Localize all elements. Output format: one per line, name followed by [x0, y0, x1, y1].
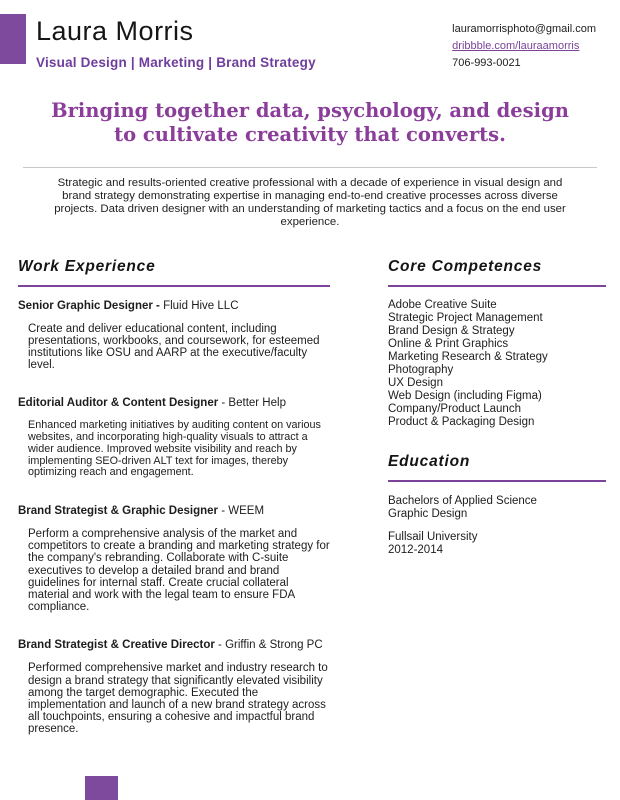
- job-title: Editorial Auditor & Content Designer: [18, 397, 219, 410]
- horizontal-divider: [23, 167, 597, 168]
- job-title: Brand Strategist & Graphic Designer: [18, 504, 219, 517]
- job-heading: [18, 397, 330, 409]
- competence-item: Product & Packaging Design: [388, 415, 535, 428]
- job-company: Fluid Hive LLC: [163, 299, 239, 312]
- education-degree-line2: Graphic Design: [388, 507, 468, 520]
- job-title: Brand Strategist & Creative Director: [18, 639, 215, 652]
- competence-item: Adobe Creative Suite: [388, 298, 497, 311]
- person-name: Laura Morris: [36, 16, 194, 46]
- competence-item: Company/Product Launch: [388, 402, 521, 415]
- competence-item: UX Design: [388, 376, 443, 389]
- competence-list: [388, 299, 606, 429]
- top-left-accent-square: [0, 14, 26, 64]
- job-title: Senior Graphic Designer -: [18, 299, 160, 312]
- contact-email: lauramorrisphoto@gmail.com: [452, 23, 596, 35]
- job-entry: [18, 300, 330, 372]
- job-description: Enhanced marketing initiatives by auditing content on various websites, and incorporating high-quality visuals to attract a wider audience. Improved website visibility and reach by implementing SEO-driven ALT text for images, thereby optimizing reach and engagement.: [28, 419, 321, 479]
- job-description: Perform a comprehensive analysis of the market and competitors to create a branding and marketing strategy for the company's rebranding. Collaborate with C-suite executives to develop a detailed brand and brand guidelines for internal staff. Create crucial collateral material and work with the legal team to ensure FDA compliance.: [28, 527, 330, 614]
- job-heading: [18, 505, 330, 517]
- competence-item: Photography: [388, 363, 454, 376]
- job-description: Performed comprehensive market and industry research to design a brand strategy that significantly elevated visibility among the target demographic. Executed the implementation and launch of a new brand strategy across all touchpoints, ensuring a cohesive and impactful brand presence.: [28, 662, 328, 736]
- bottom-left-accent-square: [85, 776, 118, 800]
- two-column-body: [0, 258, 620, 762]
- job-heading: [18, 300, 330, 312]
- contact-phone: 706-993-0021: [452, 57, 521, 69]
- education-degree-line1: Bachelors of Applied Science: [388, 494, 537, 507]
- header: [0, 0, 620, 72]
- job-entry: [18, 397, 330, 479]
- education-school-name: Fullsail University: [388, 530, 478, 543]
- hero-tagline-line2: to cultivate creativity that converts.: [114, 122, 506, 146]
- competence-item: Brand Design & Strategy: [388, 324, 515, 337]
- competence-item: Strategic Project Management: [388, 311, 543, 324]
- job-company: - Better Help: [221, 397, 286, 410]
- core-competences-heading: Core Competences: [388, 258, 606, 287]
- competence-item: Web Design (including Figma): [388, 389, 542, 402]
- job-description: Create and deliver educational content, including presentations, workbooks, and coursework, for esteemed institutions like OSU and AARP at the executive/faculty level.: [28, 322, 320, 372]
- professional-summary: Strategic and results-oriented creative professional with a decade of experience in visual design and brand strategy demonstrating expertise in managing end-to-end creative processes across diverse projects. Data driven designer with an understanding of marketing tactics and a focus on the end user experience.: [54, 177, 566, 228]
- identity-block: [36, 16, 316, 72]
- contact-website-link[interactable]: dribbble.com/lauraamorris: [452, 40, 580, 52]
- education-school: [388, 531, 606, 557]
- right-sidebar: [388, 258, 606, 762]
- job-entry: [18, 639, 330, 735]
- job-heading: [18, 639, 330, 651]
- hero-tagline-line1: Bringing together data, psychology, and design: [51, 99, 569, 122]
- competence-item: Online & Print Graphics: [388, 337, 509, 350]
- education-degree: [388, 495, 606, 521]
- education-heading: Education: [388, 453, 606, 482]
- competence-item: Marketing Research & Strategy: [388, 350, 548, 363]
- job-company: - Griffin & Strong PC: [218, 639, 323, 652]
- education-years: 2012-2014: [388, 543, 443, 556]
- work-experience-section: [18, 258, 330, 762]
- role-subtitle: Visual Design | Marketing | Brand Strategy: [36, 55, 316, 70]
- work-experience-heading: Work Experience: [18, 258, 330, 287]
- hero-tagline: [0, 99, 620, 146]
- job-company: - WEEM: [221, 504, 265, 517]
- contact-block: [452, 21, 596, 72]
- job-entry: [18, 505, 330, 613]
